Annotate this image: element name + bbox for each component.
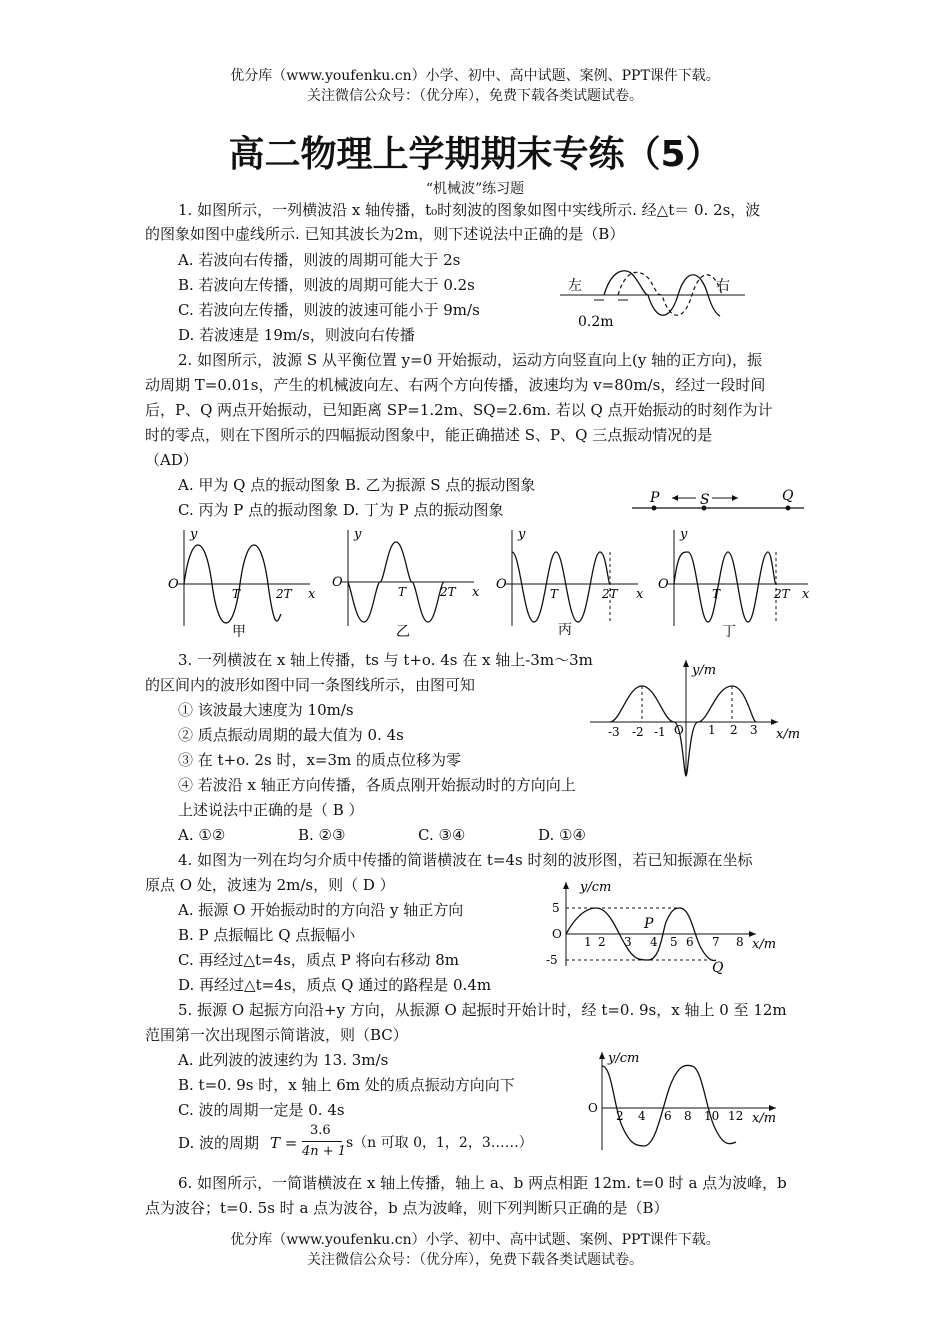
q2-graph-ding: [650, 522, 815, 642]
q4-option-d: D. 再经过△t=4s，质点 Q 通过的路程是 0.4m: [178, 976, 492, 994]
graph-yi-y: y: [354, 527, 362, 542]
q4-tick-5: 5: [670, 935, 678, 949]
header-line-1: 优分库（www.youfenku.cn）小学、初中、高中试题、案例、PPT课件下载。: [230, 68, 720, 84]
graph-bing-o: O: [496, 577, 507, 592]
q3-fig-ylabel: y/m: [692, 663, 717, 678]
q3-tick-n3: -3: [608, 725, 620, 739]
q4-fig-yn5: -5: [546, 953, 558, 967]
footer-line-2: 关注微信公众号：（优分库），免费下载各类试题试卷。: [307, 1252, 643, 1268]
q1-option-a: A. 若波向右传播，则波的周期可能大于 2s: [178, 251, 461, 269]
q4-stem-2: 原点 O 处，波速为 2m/s，则（ D ）: [145, 876, 395, 894]
graph-jia-o: O: [168, 577, 179, 592]
q1-fig-right: 右: [716, 278, 730, 294]
q1-stem-1: 1. 如图所示，一列横波沿 x 轴传播，t₀时刻波的图象如图中实线所示. 经△t＝ 0. 2s，波: [178, 201, 761, 219]
graph-jia-t: T: [232, 587, 241, 601]
q2-fig-q: Q: [782, 488, 794, 504]
q3-option-a: A. ①②: [178, 826, 226, 844]
q3-option-b: B. ②③: [298, 826, 346, 844]
q4-wave-figure: [540, 876, 780, 976]
header-line-2: 关注微信公众号：（优分库），免费下载各类试题试卷。: [307, 88, 643, 104]
graph-bing-name: 丙: [558, 622, 572, 638]
q5-option-c: C. 波的周期一定是 0. 4s: [178, 1101, 345, 1119]
q2-fig-p: P: [650, 490, 660, 506]
graph-ding-2t: 2T: [774, 587, 790, 601]
q1-wave-figure: [560, 268, 750, 334]
q4-tick-7: 7: [712, 935, 720, 949]
q3-fig-xlabel: x/m: [776, 727, 801, 742]
q5-stem-2: 范围第一次出现图示简谐波，则（BC）: [145, 1026, 408, 1044]
page-title: 高二物理上学期期末专练（5）: [228, 134, 722, 175]
q5-option-d-prefix: D. 波的周期: [178, 1134, 260, 1152]
graph-bing-x: x: [636, 587, 644, 602]
q4-fig-q: Q: [712, 960, 724, 976]
q3-statement-3: ③ 在 t+o. 2s 时，x=3m 的质点位移为零: [178, 751, 462, 769]
q4-fig-p: P: [644, 916, 654, 932]
graph-jia-y: y: [190, 527, 198, 542]
q1-stem-2: 的图象如图中虚线所示. 已知其波长为2m，则下述说法中正确的是（B）: [145, 225, 625, 243]
q3-stem-1: 3. 一列横波在 x 轴上传播，ts 与 t+o. 4s 在 x 轴上-3m～3m: [178, 651, 593, 669]
q5-tick-4: 4: [638, 1109, 646, 1123]
graph-yi-x: x: [472, 585, 480, 600]
page-subtitle: “机械波”练习题: [425, 181, 525, 197]
q3-fig-o: O: [674, 723, 684, 737]
graph-yi-o: O: [332, 575, 343, 590]
q4-option-a: A. 振源 O 开始振动时的方向沿 y 轴正方向: [178, 901, 464, 919]
q6-stem-1: 6. 如图所示，一简谐横波在 x 轴上传播，轴上 a、b 两点相距 12m. t=0 时 a 点为波峰，b: [178, 1174, 787, 1192]
q4-option-b: B. P 点振幅比 Q 点振幅小: [178, 926, 356, 944]
q5-stem-1: 5. 振源 O 起振方向沿+y 方向，从振源 O 起振时开始计时，经 t=0. 9s，x 轴上 0 至 12m: [178, 1001, 787, 1019]
graph-bing-t: T: [550, 587, 559, 601]
q3-statement-1: ① 该波最大速度为 10m/s: [178, 701, 354, 719]
q3-statement-5: 上述说法中正确的是（ B ）: [178, 801, 364, 819]
graph-ding-y: y: [680, 527, 688, 542]
q4-tick-6: 6: [686, 935, 694, 949]
q5-fig-ylabel: y/cm: [608, 1051, 640, 1066]
q5-wave-figure: [586, 1046, 796, 1156]
q3-tick-n2: -2: [632, 725, 644, 739]
graph-bing-2t: 2T: [602, 587, 618, 601]
q5-tick-10: 10: [704, 1109, 720, 1123]
graph-jia-2t: 2T: [276, 587, 292, 601]
q4-fig-o: O: [552, 927, 562, 941]
q2-graph-yi: [324, 522, 489, 642]
q1-option-d: D. 若波速是 19m/s，则波向右传播: [178, 326, 415, 344]
q3-tick-3: 3: [750, 723, 758, 737]
q5-option-a: A. 此列波的波速约为 13. 3m/s: [178, 1051, 389, 1069]
q5-tick-2: 2: [616, 1109, 624, 1123]
q4-fig-y5: 5: [552, 901, 560, 915]
q4-tick-4: 4: [650, 935, 658, 949]
q2-graph-jia: [160, 522, 325, 642]
q2-psq-figure: [628, 486, 808, 518]
graph-ding-name: 丁: [722, 624, 736, 640]
q5-formula-numerator: 3.6: [310, 1123, 331, 1138]
q4-option-c: C. 再经过△t=4s，质点 P 将向右移动 8m: [178, 951, 460, 969]
q2-stem-1: 2. 如图所示，波源 S 从平衡位置 y=0 开始振动，运动方向竖直向上(y 轴的正方向)，振: [178, 351, 762, 369]
q4-tick-2: 2: [598, 935, 606, 949]
q2-stem-3: 后，P、Q 两点开始振动，已知距离 SP=1.2m、SQ=2.6m. 若以 Q 点开始振动的时刻作为计: [145, 401, 773, 419]
graph-yi-name: 乙: [396, 624, 410, 640]
q3-tick-2: 2: [730, 723, 738, 737]
q2-stem-4: 时的零点，则在下图所示的四幅振动图象中，能正确描述 S、P、Q 三点振动情况的是: [145, 426, 713, 444]
q2-stem-5: （AD）: [145, 451, 198, 469]
graph-yi-t: T: [398, 585, 407, 599]
q3-option-c: C. ③④: [418, 826, 466, 844]
q3-statement-4: ④ 若波沿 x 轴正方向传播，各质点刚开始振动时的方向向上: [178, 776, 576, 794]
graph-ding-t: T: [712, 587, 721, 601]
q4-fig-xlabel: x/m: [752, 937, 777, 952]
q3-stem-2: 的区间内的波形如图中同一条图线所示，由图可知: [145, 676, 476, 694]
q5-fraction-bar: [302, 1141, 342, 1142]
q2-fig-s: S: [700, 492, 710, 508]
q4-tick-3: 3: [624, 935, 632, 949]
q2-graph-bing: [488, 522, 653, 642]
q5-formula-denominator: 4n + 1: [302, 1144, 347, 1159]
q3-wave-figure: [586, 656, 806, 780]
q4-stem-1: 4. 如图为一列在均匀介质中传播的简谐横波在 t=4s 时刻的波形图，若已知振源在坐标: [178, 851, 753, 869]
graph-bing-y: y: [518, 527, 526, 542]
q4-tick-8: 8: [736, 935, 744, 949]
q1-solid-wave: [604, 271, 720, 316]
q5-tick-8: 8: [684, 1109, 692, 1123]
q5-fig-xlabel: x/m: [752, 1111, 777, 1126]
q3-option-d: D. ①④: [538, 826, 586, 844]
graph-ding-o: O: [658, 577, 669, 592]
q5-formula-lhs: T =: [270, 1134, 298, 1152]
q5-option-d-suffix: s（n 可取 0，1，2，3……）: [346, 1135, 533, 1151]
q3-tick-1: 1: [708, 723, 716, 737]
graph-yi-2t: 2T: [440, 585, 456, 599]
footer-line-1: 优分库（www.youfenku.cn）小学、初中、高中试题、案例、PPT课件下载。: [230, 1232, 720, 1248]
q5-option-b: B. t=0. 9s 时，x 轴上 6m 处的质点振动方向向下: [178, 1076, 515, 1094]
q6-stem-2: 点为波谷；t=0. 5s 时 a 点为波谷，b 点为波峰，则下列判断只正确的是（B）: [145, 1199, 669, 1217]
q5-tick-6: 6: [664, 1109, 672, 1123]
graph-jia-name: 甲: [232, 624, 246, 640]
q4-tick-1: 1: [584, 935, 592, 949]
q2-options-ab: A. 甲为 Q 点的振动图象 B. 乙为振源 S 点的振动图象: [178, 476, 536, 494]
q1-fig-left: 左: [568, 278, 582, 294]
q1-option-b: B. 若波向左传播，则波的周期可能大于 0.2s: [178, 276, 475, 294]
q3-tick-n1: -1: [654, 725, 666, 739]
q2-stem-2: 动周期 T=0.01s，产生的机械波向左、右两个方向传播，波速均为 v=80m/s，经过一段时间: [145, 376, 766, 394]
q1-fig-distance: 0.2m: [578, 314, 614, 330]
q5-tick-12: 12: [728, 1109, 744, 1123]
q1-dashed-wave: [618, 272, 722, 315]
q2-options-cd: C. 丙为 P 点的振动图象 D. 丁为 P 点的振动图象: [178, 501, 504, 519]
graph-jia-x: x: [308, 587, 316, 602]
graph-ding-x: x: [802, 587, 810, 602]
q5-fig-o: O: [588, 1101, 598, 1115]
q4-fig-ylabel: y/cm: [580, 880, 612, 895]
q3-statement-2: ② 质点振动周期的最大值为 0. 4s: [178, 726, 404, 744]
q1-option-c: C. 若波向左传播，则波的波速可能小于 9m/s: [178, 301, 480, 319]
